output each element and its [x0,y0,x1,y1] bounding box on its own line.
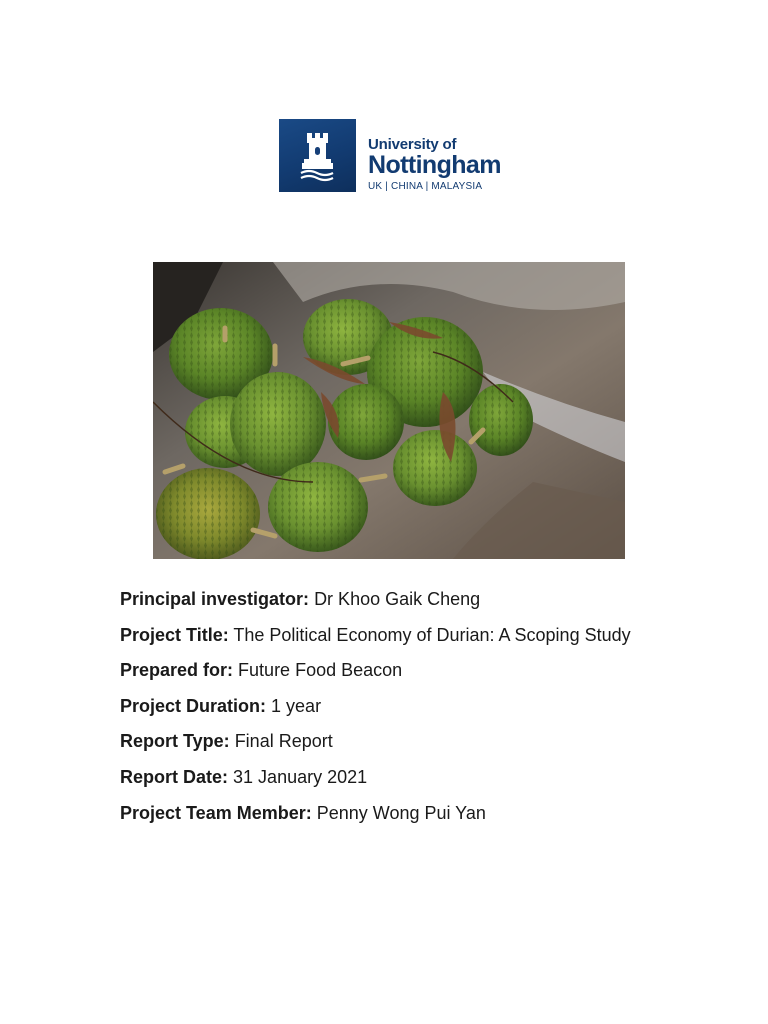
detail-report-date [120,765,740,789]
detail-value: Penny Wong Pui Yan [316,802,486,823]
detail-principal-investigator [120,587,740,611]
detail-value: The Political Economy of Durian: A Scoping Study [233,624,631,645]
detail-label: Project Duration: [120,695,267,716]
detail-label: Prepared for: [120,660,234,681]
logo-line-university-of: University of [368,136,457,153]
logo-line-campuses: UK | CHINA | MALAYSIA [368,181,483,192]
detail-value: Dr Khoo Gaik Cheng [314,589,481,609]
detail-label: Project Team Member: [120,802,312,823]
university-logo [279,119,501,193]
detail-label: Report Type: [120,731,230,752]
detail-value: 31 January 2021 [233,766,368,787]
detail-project-duration [120,694,740,718]
detail-value: 1 year [271,695,322,716]
detail-label: Principal investigator: [120,589,310,609]
detail-project-title [120,623,740,647]
logo-wordmark [368,119,501,193]
detail-value: Future Food Beacon [238,660,403,681]
detail-report-type [120,729,740,753]
durian-fruits-photo [153,262,625,559]
detail-value: Final Report [234,731,333,752]
detail-project-team-member [120,801,740,825]
report-details [120,587,740,836]
detail-label: Report Date: [120,766,229,787]
detail-prepared-for [120,658,740,682]
castle-crest-icon [279,119,356,192]
detail-label: Project Title: [120,624,229,645]
logo-line-nottingham: Nottingham [368,151,501,179]
